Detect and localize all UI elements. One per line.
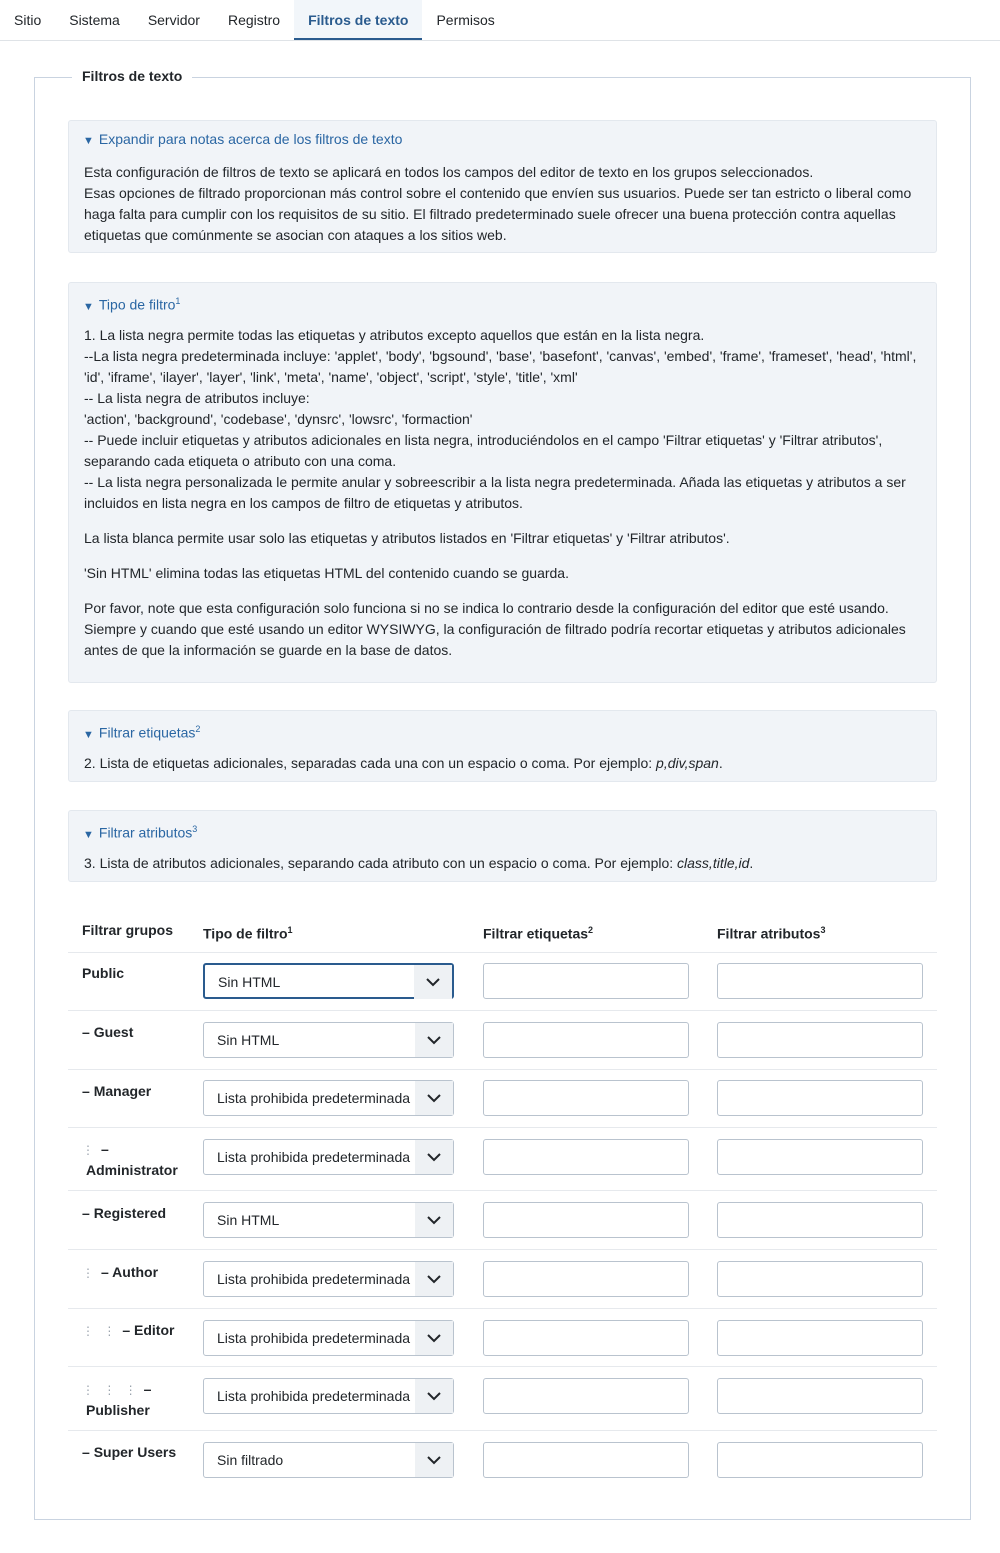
note-text: -- La lista negra personalizada le permite anular y sobreescribir a la lista negra predeterminada. Añada las etiquetas y atributos a ser incluidos en lista negra en los campos de filtro de etiquetas y atributos. bbox=[84, 474, 906, 511]
note-text: -- La lista negra de atributos incluye: bbox=[84, 390, 310, 406]
group-label: ⋮ – Author bbox=[82, 1264, 159, 1280]
filter-type-select[interactable]: Sin filtrado bbox=[203, 1442, 454, 1478]
row-divider bbox=[68, 1430, 937, 1431]
chevron-down-icon bbox=[415, 1379, 453, 1413]
group-label: – Super Users bbox=[82, 1444, 177, 1460]
chevron-down-icon bbox=[415, 1262, 453, 1296]
chevron-down-icon bbox=[415, 1443, 453, 1477]
group-label: Public bbox=[82, 965, 125, 981]
header-filtrar-atributos: Filtrar atributos$^3$ bbox=[717, 925, 826, 942]
header-filtrar-grupos: Filtrar grupos bbox=[82, 922, 174, 938]
filter-tags-input[interactable] bbox=[483, 1022, 689, 1058]
triangle-down-icon: ▼ bbox=[83, 728, 94, 741]
filter-type-select[interactable]: Lista prohibida predeterminada bbox=[203, 1080, 454, 1116]
note-text: 'action', 'background', 'codebase', 'dynsrc', 'lowsrc', 'formaction' bbox=[84, 411, 473, 427]
header-filtrar-etiquetas: Filtrar etiquetas$^2$ bbox=[483, 925, 594, 942]
filter-attributes-input[interactable] bbox=[717, 1202, 923, 1238]
chevron-down-icon bbox=[415, 1140, 453, 1174]
row-divider bbox=[68, 1127, 937, 1128]
chevron-down-icon bbox=[415, 1203, 453, 1237]
tab-sistema[interactable]: Sistema bbox=[69, 12, 120, 28]
note-text: -- Puede incluir etiquetas y atributos adicionales en lista negra, introduciéndolos en el campo 'Filtrar etiquetas' y 'Filtrar atributos', separando cada etiqueta o atributo con una coma. bbox=[84, 432, 883, 469]
fieldset-legend: Filtros de texto bbox=[72, 66, 192, 86]
filter-attributes-input[interactable] bbox=[717, 963, 923, 999]
note-text: 'Sin HTML' elimina todas las etiquetas HTML del contenido cuando se guarda. bbox=[84, 565, 569, 581]
filter-type-select[interactable]: Sin HTML bbox=[203, 1022, 454, 1058]
row-divider bbox=[68, 1366, 937, 1367]
chevron-down-icon bbox=[415, 1023, 453, 1057]
note-tipo-toggle[interactable]: ▼ Tipo de filtro$^1$ bbox=[83, 296, 181, 313]
group-label: – Registered bbox=[82, 1205, 167, 1221]
group-label: – Manager bbox=[82, 1083, 152, 1099]
triangle-down-icon: ▼ bbox=[83, 300, 94, 313]
note-text: Esas opciones de filtrado proporcionan más control sobre el contenido que envíen sus usuarios. Puede ser tan estricto o liberal como haga falta para cumplir con los requisitos de su sitio. El filtrado predeterminado suele ofrecer una buena protección contra aquellas etiquetas que comúnmente se asocian con ataques a los sitios web. bbox=[84, 185, 912, 243]
filter-tags-input[interactable] bbox=[483, 1080, 689, 1116]
filter-attributes-input[interactable] bbox=[717, 1442, 923, 1478]
tab-registro[interactable]: Registro bbox=[227, 12, 281, 28]
filter-attributes-input[interactable] bbox=[717, 1080, 923, 1116]
row-divider bbox=[68, 1069, 937, 1070]
filter-type-select[interactable]: Sin HTML bbox=[203, 963, 454, 999]
row-divider bbox=[68, 1010, 937, 1011]
group-label: Administrator bbox=[86, 1162, 178, 1178]
filter-type-select[interactable]: Lista prohibida predeterminada bbox=[203, 1320, 454, 1356]
group-label: – Guest bbox=[82, 1024, 134, 1040]
filter-attributes-input[interactable] bbox=[717, 1320, 923, 1356]
filter-attributes-input[interactable] bbox=[717, 1378, 923, 1414]
filter-type-select[interactable]: Lista prohibida predeterminada bbox=[203, 1261, 454, 1297]
filter-attributes-input[interactable] bbox=[717, 1261, 923, 1297]
note-text: Esta configuración de filtros de texto se aplicará en todos los campos del editor de texto en los grupos seleccionados. bbox=[84, 164, 814, 180]
chevron-down-icon bbox=[415, 1081, 453, 1115]
note-expand-toggle[interactable]: ▼ Expandir para notas acerca de los filtros de texto bbox=[83, 131, 403, 147]
triangle-down-icon: ▼ bbox=[83, 828, 94, 841]
header-tipo-filtro: Tipo de filtro$^1$ bbox=[203, 925, 293, 942]
row-divider bbox=[68, 1249, 937, 1250]
group-label: ⋮ – bbox=[82, 1141, 109, 1157]
note-expand bbox=[68, 120, 937, 253]
triangle-down-icon: ▼ bbox=[83, 135, 94, 147]
row-divider bbox=[68, 952, 937, 953]
note-text: La lista blanca permite usar solo las etiquetas y atributos listados en 'Filtrar etiquetas' y 'Filtrar atributos'. bbox=[84, 530, 730, 546]
filter-tags-input[interactable] bbox=[483, 1139, 689, 1175]
note-text: 3. Lista de atributos adicionales, separando cada atributo con un espacio o coma. Por ejemplo: class,title,id. bbox=[84, 855, 754, 871]
filter-tags-input[interactable] bbox=[483, 1442, 689, 1478]
filter-tags-input[interactable] bbox=[483, 963, 689, 999]
note-text: Por favor, note que esta configuración solo funciona si no se indica lo contrario desde la configuración del editor que esté usando. Siempre y cuando que esté usando un editor WYSIWYG, la configuración de filtrado podría recortar etiquetas y atributos adicionales antes de que la información se guarde en la base de datos. bbox=[84, 600, 906, 658]
note-filtrar-atributos bbox=[68, 810, 937, 882]
tab-sitio[interactable]: Sitio bbox=[14, 12, 42, 28]
tab-permisos[interactable]: Permisos bbox=[436, 12, 495, 28]
filter-type-select[interactable]: Sin HTML bbox=[203, 1202, 454, 1238]
tab-servidor[interactable]: Servidor bbox=[147, 12, 200, 28]
note-etiquetas-toggle[interactable]: ▼ Filtrar etiquetas$^2$ bbox=[83, 724, 201, 741]
note-text: --La lista negra predeterminada incluye: 'applet', 'body', 'bgsound', 'base', 'basefont', 'canvas', 'embed', 'frame', 'frameset', 'head', 'html', 'id', 'iframe', 'ilayer', 'layer', 'link', 'meta', 'name', 'object', 'script', 'style', 'title', 'xml' bbox=[84, 348, 917, 385]
filter-tags-input[interactable] bbox=[483, 1202, 689, 1238]
note-text: 2. Lista de etiquetas adicionales, separadas cada una con un espacio o coma. Por ejemplo: p,div,span. bbox=[84, 755, 723, 771]
note-filtrar-etiquetas bbox=[68, 710, 937, 782]
note-atributos-toggle[interactable]: ▼ Filtrar atributos$^3$ bbox=[83, 824, 198, 841]
group-label: ⋮ ⋮ – Editor bbox=[82, 1322, 175, 1338]
note-text: 1. La lista negra permite todas las etiquetas y atributos excepto aquellos que están en la lista negra. bbox=[84, 327, 705, 343]
row-divider bbox=[68, 1308, 937, 1309]
row-divider bbox=[68, 1190, 937, 1191]
tab-filtros-de-texto[interactable]: Filtros de texto bbox=[294, 0, 422, 40]
tab-bar bbox=[0, 0, 1000, 41]
filter-tags-input[interactable] bbox=[483, 1378, 689, 1414]
filter-attributes-input[interactable] bbox=[717, 1139, 923, 1175]
filter-type-select[interactable]: Lista prohibida predeterminada bbox=[203, 1139, 454, 1175]
note-tipo-filtro bbox=[68, 282, 937, 683]
filter-tags-input[interactable] bbox=[483, 1261, 689, 1297]
chevron-down-icon bbox=[415, 1321, 453, 1355]
group-label: ⋮ ⋮ ⋮ – bbox=[82, 1381, 152, 1397]
filter-attributes-input[interactable] bbox=[717, 1022, 923, 1058]
chevron-down-icon bbox=[414, 965, 452, 999]
group-label: Publisher bbox=[86, 1402, 150, 1418]
filter-tags-input[interactable] bbox=[483, 1320, 689, 1356]
filter-type-select[interactable]: Lista prohibida predeterminada bbox=[203, 1378, 454, 1414]
